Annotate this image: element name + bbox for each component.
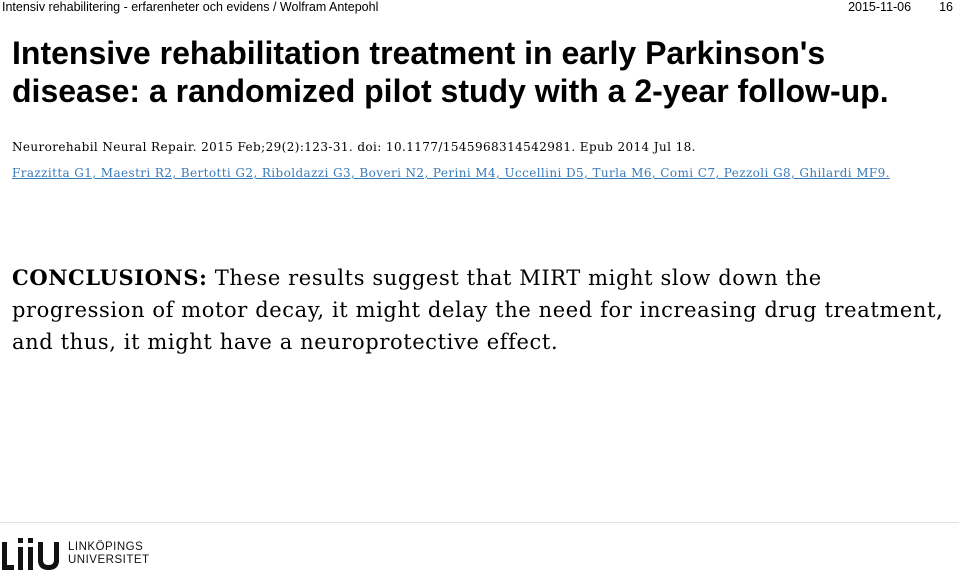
logo-line-1: LINKÖPINGS: [68, 541, 144, 553]
conclusion-paragraph: [12, 262, 947, 358]
header-meta: [848, 0, 953, 15]
running-title: Intensiv rehabilitering - erfarenheter och evidens / Wolfram Antepohl: [2, 0, 379, 14]
liu-logo-mark-icon: [2, 538, 64, 570]
page-number: 16: [939, 0, 953, 14]
logo-line-2: UNIVERSITET: [68, 554, 150, 566]
footer-divider: [0, 522, 959, 523]
university-logo: [2, 538, 150, 570]
authors-link[interactable]: Frazzitta G1, Maestri R2, Bertotti G2, Riboldazzi G3, Boveri N2, Perini M4, Uccellini D5, Turla M6, Comi C7, Pezzoli G8, Ghilardi MF9.: [12, 166, 890, 180]
article-title: Intensive rehabilitation treatment in early Parkinson's disease: a randomized pilot study with a 2-year follow-up.: [12, 35, 889, 109]
conclusion-label: CONCLUSIONS:: [12, 265, 208, 290]
conclusion-text: These results suggest that MIRT might slow down the progression of motor decay, it might delay the need for increasing drug treatment, and thus, it might have a neuroprotective effect.: [12, 266, 944, 354]
logo-wordmark: [68, 541, 150, 567]
slide-date: 2015-11-06: [848, 0, 912, 14]
citation: Neurorehabil Neural Repair. 2015 Feb;29(2):123-31. doi: 10.1177/1545968314542981. Epub 2014 Jul 18.: [12, 140, 696, 154]
